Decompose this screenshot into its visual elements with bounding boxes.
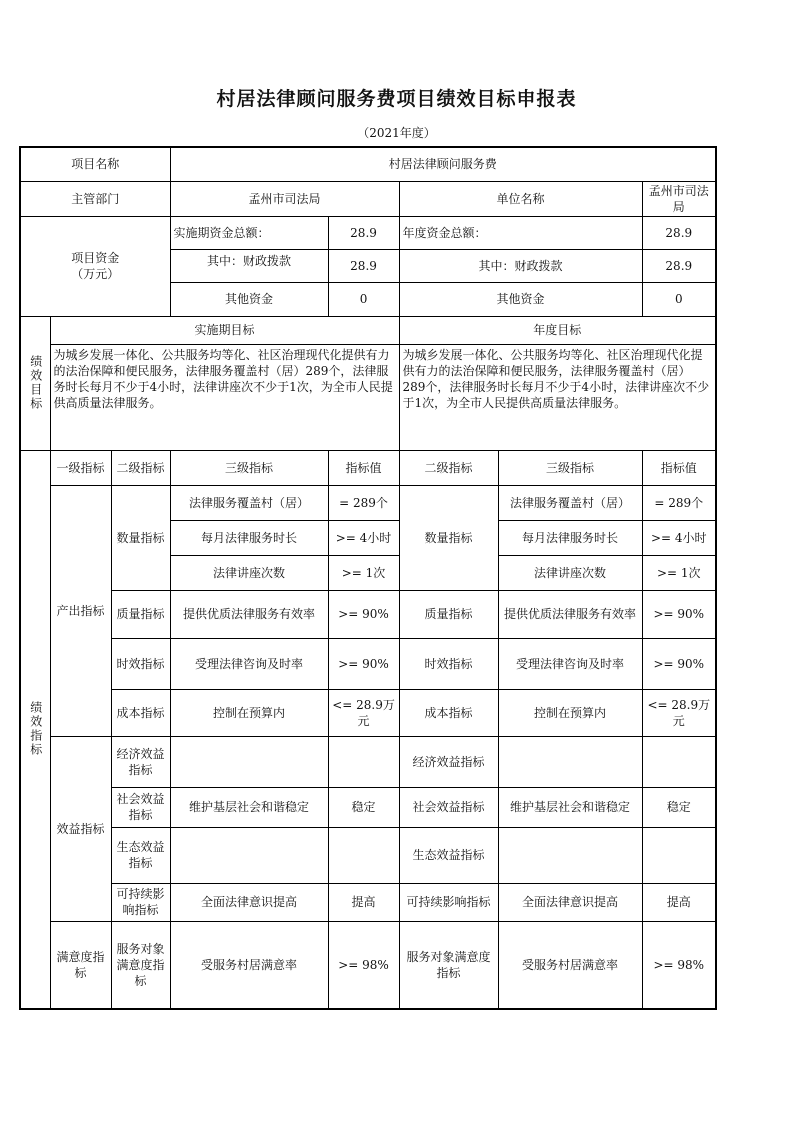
service-value-annual: >= 98%	[642, 921, 716, 1009]
q2-value: >= 4小时	[328, 520, 399, 555]
unit-label: 单位名称	[399, 181, 642, 216]
sustain-label: 可持续影响指标	[111, 883, 170, 921]
q2-level3-annual: 每月法律服务时长	[498, 520, 642, 555]
quantity-label-annual: 数量指标	[399, 485, 498, 590]
service-value: >= 98%	[328, 921, 399, 1009]
annual-goal-header: 年度目标	[399, 316, 716, 344]
cost-label-annual: 成本指标	[399, 689, 498, 736]
funds-annual-other-label: 其他资金	[399, 282, 642, 316]
ecology-value	[328, 827, 399, 883]
economic-label: 经济效益指标	[111, 736, 170, 787]
output-indicator-label: 产出指标	[50, 485, 111, 736]
unit-value: 孟州市司法局	[642, 181, 716, 216]
header-level3-annual: 三级指标	[498, 450, 642, 485]
ecology-label: 生态效益指标	[111, 827, 170, 883]
ecology-level3-annual	[498, 827, 642, 883]
q3-value: >= 1次	[328, 555, 399, 590]
service-level3: 受服务村居满意率	[170, 921, 328, 1009]
q3-level3-annual: 法律讲座次数	[498, 555, 642, 590]
sustain-level3: 全面法律意识提高	[170, 883, 328, 921]
service-label-annual: 服务对象满意度指标	[399, 921, 498, 1009]
dept-value: 孟州市司法局	[170, 181, 399, 216]
timely-value-annual: >= 90%	[642, 638, 716, 689]
header-level2-annual: 二级指标	[399, 450, 498, 485]
timely-level3-annual: 受理法律咨询及时率	[498, 638, 642, 689]
quality-label-annual: 质量指标	[399, 590, 498, 638]
period-goal-text: 为城乡发展一体化、公共服务均等化、社区治理现代化提供有力的法治保障和便民服务，法律服务覆盖村（居）289个，法律服务时长每月不少于4小时，法律讲座次不少于1次，为全市人民提供高质量法律服务。	[50, 344, 399, 450]
economic-level3	[170, 736, 328, 787]
funds-other-label: 其他资金	[170, 282, 328, 316]
funds-label: 项目资金 （万元）	[20, 216, 170, 316]
q1-level3: 法律服务覆盖村（居）	[170, 485, 328, 520]
timely-label-annual: 时效指标	[399, 638, 498, 689]
q2-level3: 每月法律服务时长	[170, 520, 328, 555]
q1-level3-annual: 法律服务覆盖村（居）	[498, 485, 642, 520]
economic-level3-annual	[498, 736, 642, 787]
project-name-value: 村居法律顾问服务费	[170, 147, 716, 181]
social-value-annual: 稳定	[642, 787, 716, 827]
target-table	[19, 146, 717, 1010]
goals-section-label: 绩效目标	[20, 316, 50, 450]
funds-annual-other-value: 0	[642, 282, 716, 316]
quality-label: 质量指标	[111, 590, 170, 638]
sustain-level3-annual: 全面法律意识提高	[498, 883, 642, 921]
ecology-label-annual: 生态效益指标	[399, 827, 498, 883]
quality-level3-annual: 提供优质法律服务有效率	[498, 590, 642, 638]
q3-level3: 法律讲座次数	[170, 555, 328, 590]
q2-value-annual: >= 4小时	[642, 520, 716, 555]
economic-value-annual	[642, 736, 716, 787]
funds-annual-fiscal-label: 其中：财政拨款	[399, 249, 642, 282]
funds-annual-total-label: 年度资金总额：	[399, 216, 642, 249]
funds-total-value: 28.9	[328, 216, 399, 249]
dept-label: 主管部门	[20, 181, 170, 216]
quality-level3: 提供优质法律服务有效率	[170, 590, 328, 638]
cost-value: <= 28.9万元	[328, 689, 399, 736]
social-level3: 维护基层社会和谐稳定	[170, 787, 328, 827]
header-level2: 二级指标	[111, 450, 170, 485]
funds-fiscal-label: 其中：财政拨款	[170, 249, 328, 282]
funds-fiscal-value: 28.9	[328, 249, 399, 282]
satisfaction-indicator-label: 满意度指标	[50, 921, 111, 1009]
year-label: （2021年度）	[357, 126, 436, 140]
social-level3-annual: 维护基层社会和谐稳定	[498, 787, 642, 827]
header-value-annual: 指标值	[642, 450, 716, 485]
cost-level3: 控制在预算内	[170, 689, 328, 736]
social-value: 稳定	[328, 787, 399, 827]
economic-label-annual: 经济效益指标	[399, 736, 498, 787]
quality-value: >= 90%	[328, 590, 399, 638]
indicators-section-label: 绩效指标	[20, 450, 50, 1009]
sustain-label-annual: 可持续影响指标	[399, 883, 498, 921]
annual-goal-text: 为城乡发展一体化、公共服务均等化、社区治理现代化提供有力的法治保障和便民服务，法律服务覆盖村（居）289个，法律服务时长每月不少于4小时，法律讲座次不少于1次，为全市人民提供高质量法律服务。	[399, 344, 716, 450]
sustain-value-annual: 提高	[642, 883, 716, 921]
funds-annual-fiscal-value: 28.9	[642, 249, 716, 282]
service-label: 服务对象满意度指标	[111, 921, 170, 1009]
cost-value-annual: <= 28.9万元	[642, 689, 716, 736]
economic-value	[328, 736, 399, 787]
benefit-indicator-label: 效益指标	[50, 736, 111, 921]
cost-label: 成本指标	[111, 689, 170, 736]
q3-value-annual: >= 1次	[642, 555, 716, 590]
period-goal-header: 实施期目标	[50, 316, 399, 344]
service-level3-annual: 受服务村居满意率	[498, 921, 642, 1009]
ecology-level3	[170, 827, 328, 883]
timely-level3: 受理法律咨询及时率	[170, 638, 328, 689]
cost-level3-annual: 控制在预算内	[498, 689, 642, 736]
funds-other-value: 0	[328, 282, 399, 316]
social-label-annual: 社会效益指标	[399, 787, 498, 827]
sustain-value: 提高	[328, 883, 399, 921]
funds-annual-total-value: 28.9	[642, 216, 716, 249]
q1-value: = 289个	[328, 485, 399, 520]
funds-total-label: 实施期资金总额：	[170, 216, 328, 249]
social-label: 社会效益指标	[111, 787, 170, 827]
quality-value-annual: >= 90%	[642, 590, 716, 638]
project-name-label: 项目名称	[20, 147, 170, 181]
timely-value: >= 90%	[328, 638, 399, 689]
quantity-label: 数量指标	[111, 485, 170, 590]
header-level3: 三级指标	[170, 450, 328, 485]
page-title: 村居法律顾问服务费项目绩效目标申报表	[216, 88, 577, 110]
header-value: 指标值	[328, 450, 399, 485]
timely-label: 时效指标	[111, 638, 170, 689]
header-level1: 一级指标	[50, 450, 111, 485]
ecology-value-annual	[642, 827, 716, 883]
q1-value-annual: = 289个	[642, 485, 716, 520]
